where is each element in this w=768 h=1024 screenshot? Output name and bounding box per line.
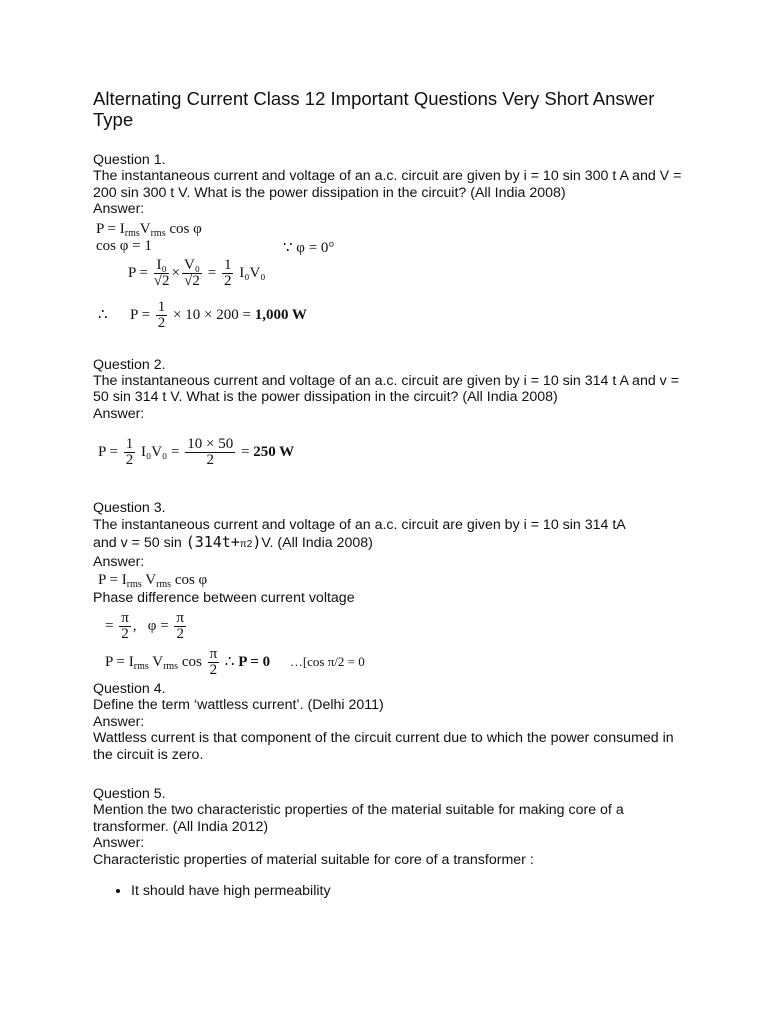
eq-den: 2 xyxy=(121,625,129,642)
q3-eq1 xyxy=(93,570,683,590)
eq-fraction xyxy=(124,437,136,468)
q5-answer-label: Answer: xyxy=(93,835,145,852)
eq-text: ∵ φ = 0° xyxy=(283,239,335,256)
q3-eq1-line xyxy=(98,572,207,590)
eq-fraction xyxy=(156,300,168,331)
document-page xyxy=(93,88,683,900)
q2-answer-label: Answer: xyxy=(93,405,145,422)
eq-den: √2 xyxy=(153,272,170,289)
q3-text-part: and v = 50 sin xyxy=(93,535,186,552)
eq-den: 2 xyxy=(176,625,184,642)
q3-answer-label: Answer: xyxy=(93,554,145,571)
eq-sub: rms xyxy=(133,660,149,672)
q1-eq-line1 xyxy=(96,221,202,239)
q1-equation-block xyxy=(93,218,683,340)
list-item: • It should have high permeability xyxy=(131,882,683,900)
q3-text-line2 xyxy=(93,533,683,554)
eq-fraction xyxy=(174,611,186,642)
eq-text: , φ = xyxy=(132,617,169,634)
eq-num: π xyxy=(121,609,129,626)
eq-fraction xyxy=(222,258,234,289)
eq-den: 2 xyxy=(125,452,134,469)
eq-text: = xyxy=(240,444,250,461)
q3-label: Question 3. xyxy=(93,500,166,517)
eq-text: cos xyxy=(178,653,202,670)
eq-text: P = xyxy=(128,264,148,281)
eq-den: 2 xyxy=(157,314,166,331)
eq-text: × 10 × 200 = xyxy=(173,306,251,323)
eq-result: 250 W xyxy=(253,444,295,461)
q3-formula-part: (314t+ xyxy=(185,533,240,552)
q5-label: Question 5. xyxy=(93,785,166,802)
eq-text: cos φ = 1 xyxy=(96,237,152,254)
eq-den: 2 xyxy=(223,272,232,289)
q3-eq2-line xyxy=(105,611,188,642)
eq-text: cos φ xyxy=(165,220,202,237)
q1-label: Question 1. xyxy=(93,152,166,168)
q3-formula-part: ) xyxy=(252,533,262,552)
eq-text: V xyxy=(141,572,157,589)
eq-text: I₀V₀ xyxy=(239,264,266,281)
q2-eq-line xyxy=(98,437,294,468)
q1-answer-label: Answer: xyxy=(93,201,145,218)
eq-fraction xyxy=(208,647,220,678)
eq-result: P = 0 xyxy=(238,653,271,670)
eq-text: = xyxy=(105,617,114,634)
eq-text: P = I xyxy=(98,572,127,589)
eq-text: × xyxy=(171,264,180,281)
eq-text: = xyxy=(207,264,217,281)
q3-text-part: V. (All India 2008) xyxy=(261,535,373,552)
eq-num: I₀ xyxy=(154,258,170,274)
page-title: Alternating Current Class 12 Important Questions Very Short Answer Type xyxy=(93,88,655,130)
eq-sub: rms xyxy=(163,660,179,672)
q3-formula-small: π2 xyxy=(239,539,253,551)
q3-eq3-line xyxy=(105,647,365,678)
eq-den: 2 xyxy=(206,452,214,469)
eq-num: π xyxy=(176,609,184,626)
eq-fraction xyxy=(119,611,131,642)
q1-text: The instantaneous current and voltage of an a.c. circuit are given by i = 10 sin 300 t A and V = 200 sin 300 t V. What is the power dissipation in the circuit? (All India 2008) xyxy=(93,168,682,201)
eq-sub: rms xyxy=(124,227,140,239)
q5-text: Mention the two characteristic properties of the material suitable for making core of a transformer. (All India 2012) xyxy=(93,802,624,835)
eq-fraction xyxy=(154,258,170,289)
eq-note: …[cos π/2 = 0 xyxy=(289,653,365,669)
q4-answer-text: Wattless current is that component of the circuit current due to which the power consumed in the circuit is zero. xyxy=(93,730,674,763)
eq-sub: rms xyxy=(126,579,142,591)
eq-num: 1 xyxy=(157,298,166,315)
eq-result: 1,000 W xyxy=(254,306,307,323)
eq-text: V xyxy=(139,220,151,237)
eq-sub: rms xyxy=(150,227,166,239)
q2-label: Question 2. xyxy=(93,356,166,373)
eq-num: V₀ xyxy=(183,256,201,273)
eq-num: 1 xyxy=(223,256,232,273)
q3-text: The instantaneous current and voltage of an a.c. circuit are given by i = 10 sin 314 tA xyxy=(93,516,626,533)
eq-num: 1 xyxy=(125,436,134,453)
eq-text: P = I xyxy=(105,653,134,670)
eq-text: cos φ xyxy=(171,572,208,589)
q3-phase-text: Phase difference between current voltage xyxy=(93,590,355,607)
q1-eq-line2 xyxy=(96,238,152,255)
eq-den: 2 xyxy=(209,661,218,678)
eq-num: π xyxy=(209,645,218,662)
q4-answer-label: Answer: xyxy=(93,713,145,730)
q4-label: Question 4. xyxy=(93,680,166,697)
eq-text: V xyxy=(148,653,164,670)
q5-bullet-list xyxy=(93,882,683,900)
q1-eq-line2-right xyxy=(283,238,334,257)
q1-eq-line3 xyxy=(128,258,266,289)
q5-answer-text: Characteristic properties of material suitable for core of a transformer : xyxy=(93,851,534,868)
q2-text: The instantaneous current and voltage of an a.c. circuit are given by i = 10 sin 314 t A and v = 50 sin 314 t V. What is the power dissipation in the circuit? (All India 2008) xyxy=(93,373,679,406)
eq-text: ∴ P = xyxy=(98,306,151,323)
eq-fraction xyxy=(182,258,202,289)
eq-text: P = I xyxy=(96,220,125,237)
q4-text: Define the term ‘wattless current’. (Delhi 2011) xyxy=(93,697,384,714)
eq-sub: rms xyxy=(156,579,172,591)
eq-text: P = xyxy=(98,444,118,461)
eq-text: I₀V₀ = xyxy=(141,444,180,461)
eq-fraction xyxy=(185,437,235,468)
eq-num: 10 × 50 xyxy=(187,436,234,453)
q3-eq2-3 xyxy=(93,607,683,681)
q1-eq-line4 xyxy=(98,300,307,331)
eq-den: √2 xyxy=(184,272,200,289)
eq-text: ∴ xyxy=(224,653,235,670)
q2-equation-block xyxy=(93,422,683,478)
